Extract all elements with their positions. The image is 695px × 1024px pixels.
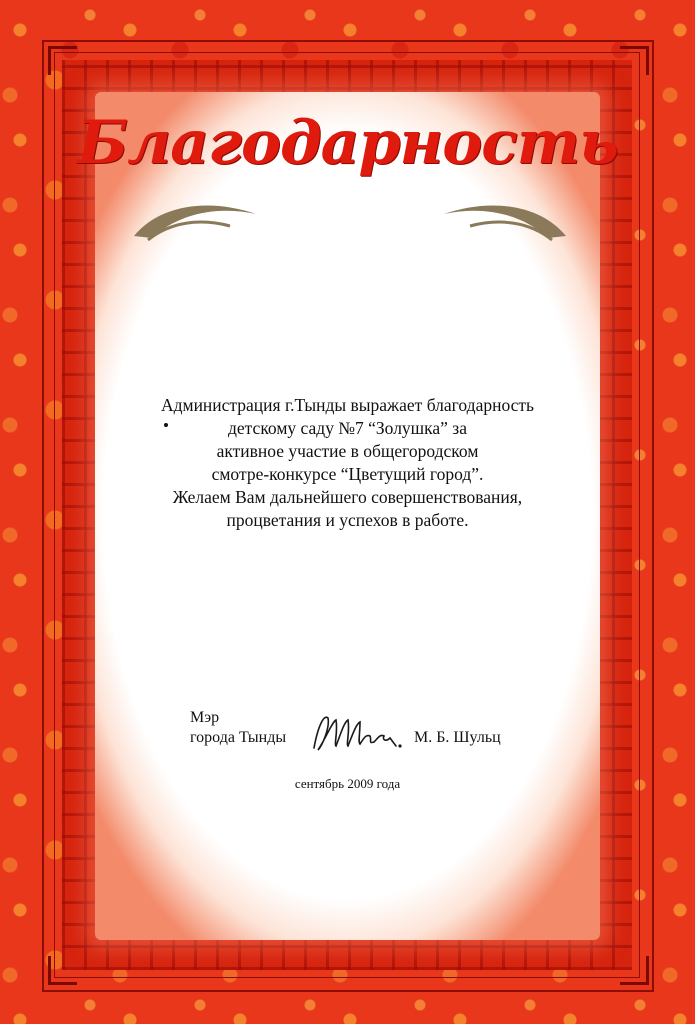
corner-ornament-top-left <box>48 46 77 75</box>
corner-ornament-top-right <box>620 46 649 75</box>
body-line: процветания и успехов в работе. <box>226 510 469 530</box>
body-line: смотре-конкурсе “Цветущий город”. <box>211 464 484 484</box>
body-line: Администрация г.Тынды выражает благодарность <box>160 395 535 415</box>
certificate-title: Благодарность <box>77 108 618 178</box>
signatory-position: Мэр <box>190 709 220 726</box>
stray-dot-mark <box>164 423 168 427</box>
certificate-body <box>100 394 595 532</box>
corner-ornament-bottom-left <box>48 956 77 985</box>
corner-ornament-bottom-right <box>620 956 649 985</box>
handwritten-signature <box>308 708 404 756</box>
right-swirl-ornament <box>440 196 570 242</box>
body-line: детскому саду №7 “Золушка” за <box>228 418 467 438</box>
left-swirl-ornament <box>130 196 260 242</box>
body-line: активное участие в общегородском <box>216 441 479 461</box>
body-line: Желаем Вам дальнейшего совершенствования, <box>172 487 523 507</box>
signatory-name: М. Б. Шульц <box>414 729 501 746</box>
certificate-date: сентябрь 2009 года <box>294 776 401 791</box>
signatory-position-city: города Тынды <box>190 729 287 746</box>
